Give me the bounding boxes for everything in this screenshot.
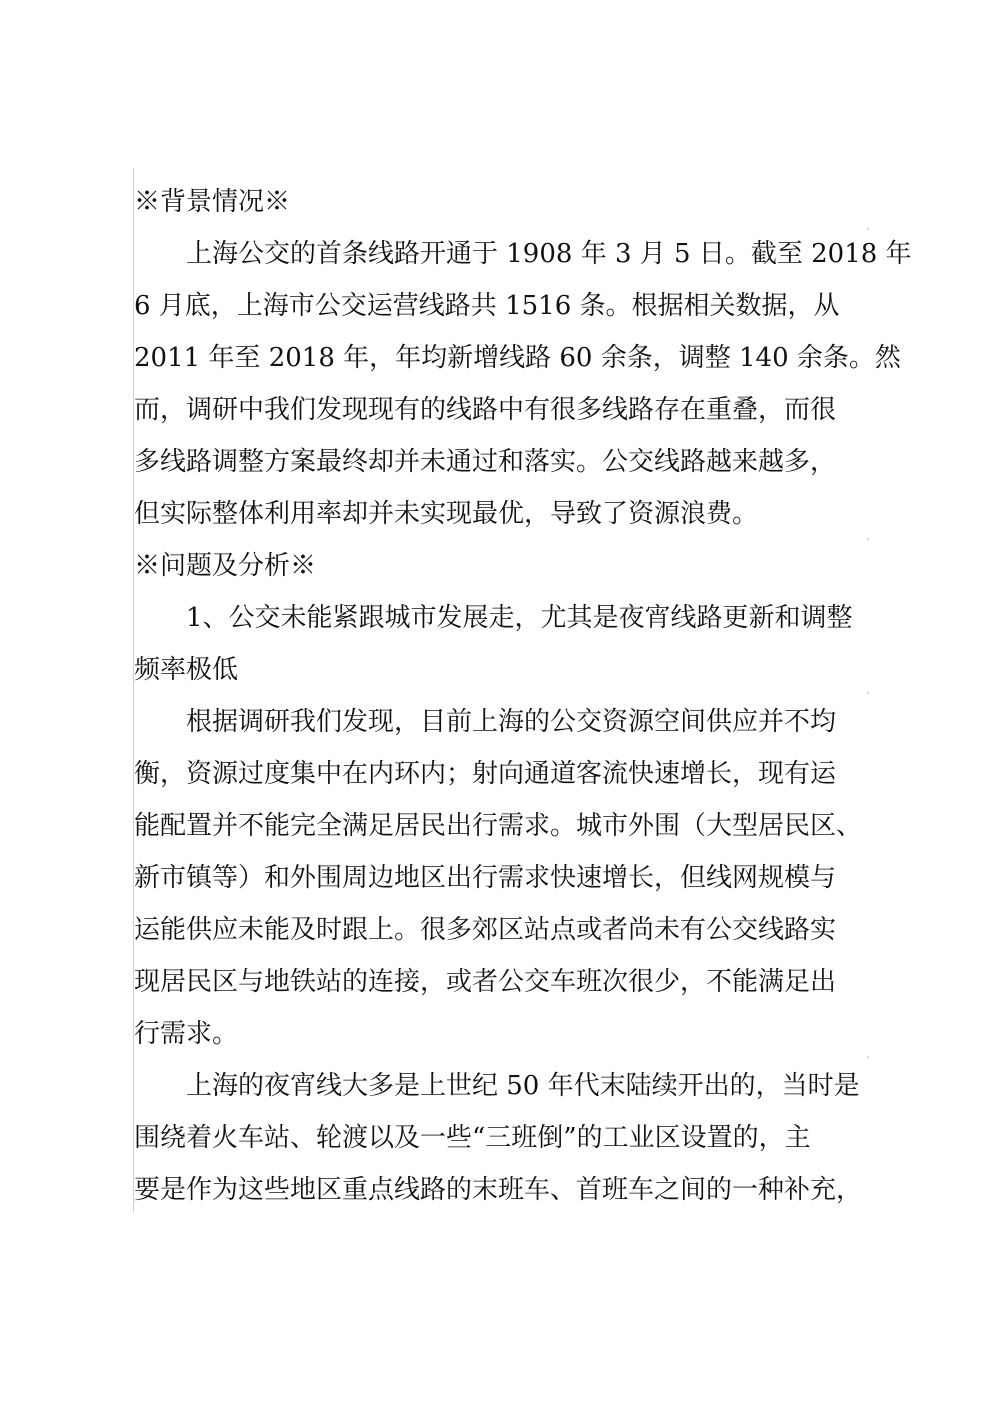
- paragraph-line: 6 月底，上海市公交运营线路共 1516 条。根据相关数据，从: [134, 291, 840, 321]
- paragraph-line: 现居民区与地铁站的连接，或者公交车班次很少，不能满足出: [134, 967, 837, 997]
- paragraph-line: 能配置并不能完全满足居民出行需求。城市外围（大型居民区、: [134, 811, 863, 841]
- paragraph-line: 围绕着火车站、轮渡以及一些“三班倒”的工业区设置的，主: [134, 1123, 811, 1153]
- paragraph-line: 上海的夜宵线大多是上世纪 50 年代末陆续开出的，当时是: [186, 1071, 860, 1101]
- paragraph-line: 而，调研中我们发现现有的线路中有很多线路存在重叠，而很: [134, 395, 837, 425]
- margin-mark: [867, 692, 869, 694]
- margin-mark: [867, 1056, 869, 1058]
- paragraph-line: 行需求。: [134, 1019, 239, 1049]
- paragraph-line: 1、公交未能紧跟城市发展走，尤其是夜宵线路更新和调整: [186, 603, 853, 633]
- paragraph-line: 运能供应未能及时跟上。很多郊区站点或者尚未有公交线路实: [134, 915, 837, 945]
- paragraph-line: 但实际整体利用率却并未实现最优，导致了资源浪费。: [134, 499, 759, 529]
- left-margin-rule: [133, 168, 134, 1213]
- paragraph-line: 衡，资源过度集中在内环内；射向通道客流快速增长，现有运: [134, 759, 837, 789]
- section-heading-background: ※背景情况※: [134, 187, 291, 217]
- margin-mark: [867, 538, 869, 540]
- paragraph-line: 要是作为这些地区重点线路的末班车、首班车之间的一种补充，: [134, 1175, 863, 1205]
- section-heading-analysis: ※问题及分析※: [134, 551, 317, 581]
- margin-mark: [867, 228, 869, 230]
- paragraph-line: 2011 年至 2018 年，年均新增线路 60 余条，调整 140 余条。然: [134, 343, 901, 373]
- paragraph-line: 频率极低: [134, 655, 239, 685]
- paragraph-line: 根据调研我们发现，目前上海的公交资源空间供应并不均: [186, 707, 837, 737]
- paragraph-line: 多线路调整方案最终却并未通过和落实。公交线路越来越多，: [134, 447, 837, 477]
- paragraph-line: 上海公交的首条线路开通于 1908 年 3 月 5 日。截至 2018 年: [186, 239, 912, 269]
- paragraph-line: 新市镇等）和外围周边地区出行需求快速增长，但线网规模与: [134, 863, 837, 893]
